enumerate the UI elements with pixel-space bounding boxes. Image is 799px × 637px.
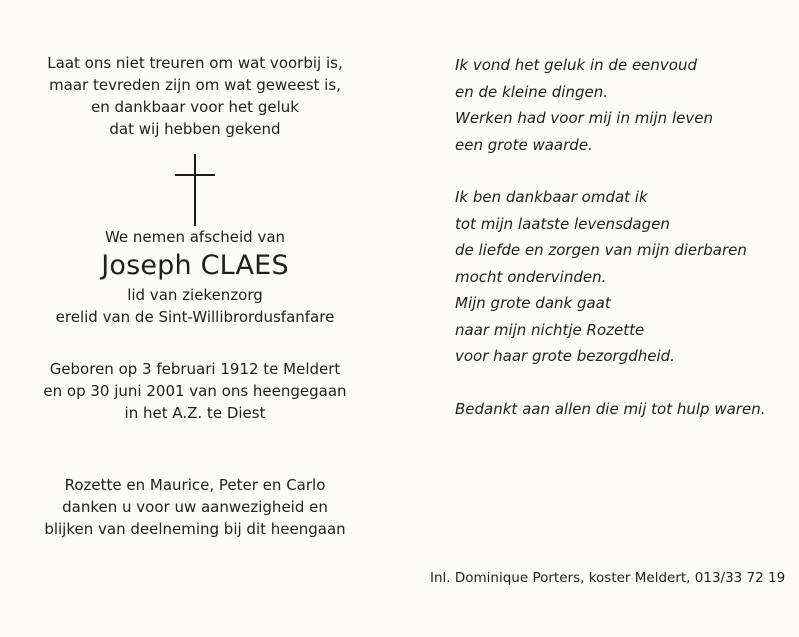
poem-line: maar tevreden zijn om wat geweest is, — [49, 76, 341, 94]
verse-line: Ik vond het geluk in de eenvoud — [455, 56, 697, 74]
verse-line: voor haar grote bezorgdheid. — [455, 347, 675, 365]
cross-icon — [175, 154, 215, 226]
verse-line: Werken had voor mij in mijn leven — [455, 109, 713, 127]
opening-poem — [30, 52, 360, 140]
reflection-block-2 — [455, 184, 775, 370]
closing-thanks: Bedankt aan allen die mij tot hulp waren. — [455, 399, 766, 418]
left-column — [30, 52, 360, 540]
verse-line: en de kleine dingen. — [455, 82, 608, 101]
thanks-line: Rozette en Maurice, Peter en Carlo — [64, 476, 326, 494]
verse-line: naar mijn nichtje Rozette — [455, 320, 645, 339]
verse-line: mocht ondervinden. — [455, 267, 607, 286]
role-line: erelid van de Sint-Willibrordusfanfare — [55, 308, 335, 326]
info-footer: Inl. Dominique Porters, koster Meldert, 013/33 72 19 — [430, 570, 786, 586]
verse-line: tot mijn laatste levensdagen — [455, 214, 670, 233]
dates-line: Geboren op 3 februari 1912 te Meldert — [49, 360, 341, 378]
role-line: lid van ziekenzorg — [127, 286, 263, 304]
dates-line: en op 30 juni 2001 van ons heengegaan — [43, 382, 347, 400]
family-thanks — [30, 474, 360, 540]
verse-line: Mijn grote dank gaat — [455, 294, 611, 312]
poem-line: en dankbaar voor het geluk — [91, 98, 299, 116]
reflection-block-1 — [455, 52, 775, 158]
verse-line: de liefde en zorgen van mijn dierbaren — [455, 241, 747, 259]
verse-line: een grote waarde. — [455, 135, 593, 154]
thanks-line: danken u voor uw aanwezigheid en — [62, 498, 328, 516]
verse-line: Ik ben dankbaar omdat ik — [455, 188, 648, 206]
thanks-line: blijken van deelneming bij dit heengaan — [44, 520, 346, 538]
poem-line: dat wij hebben gekend — [109, 120, 281, 138]
poem-line: Laat ons niet treuren om wat voorbij is, — [47, 54, 343, 72]
deceased-name: Joseph CLAES — [101, 250, 289, 281]
farewell-text: We nemen afscheid van — [104, 228, 286, 246]
right-column — [455, 52, 775, 422]
dates-line: in het A.Z. te Diest — [124, 404, 266, 422]
life-dates — [30, 358, 360, 424]
